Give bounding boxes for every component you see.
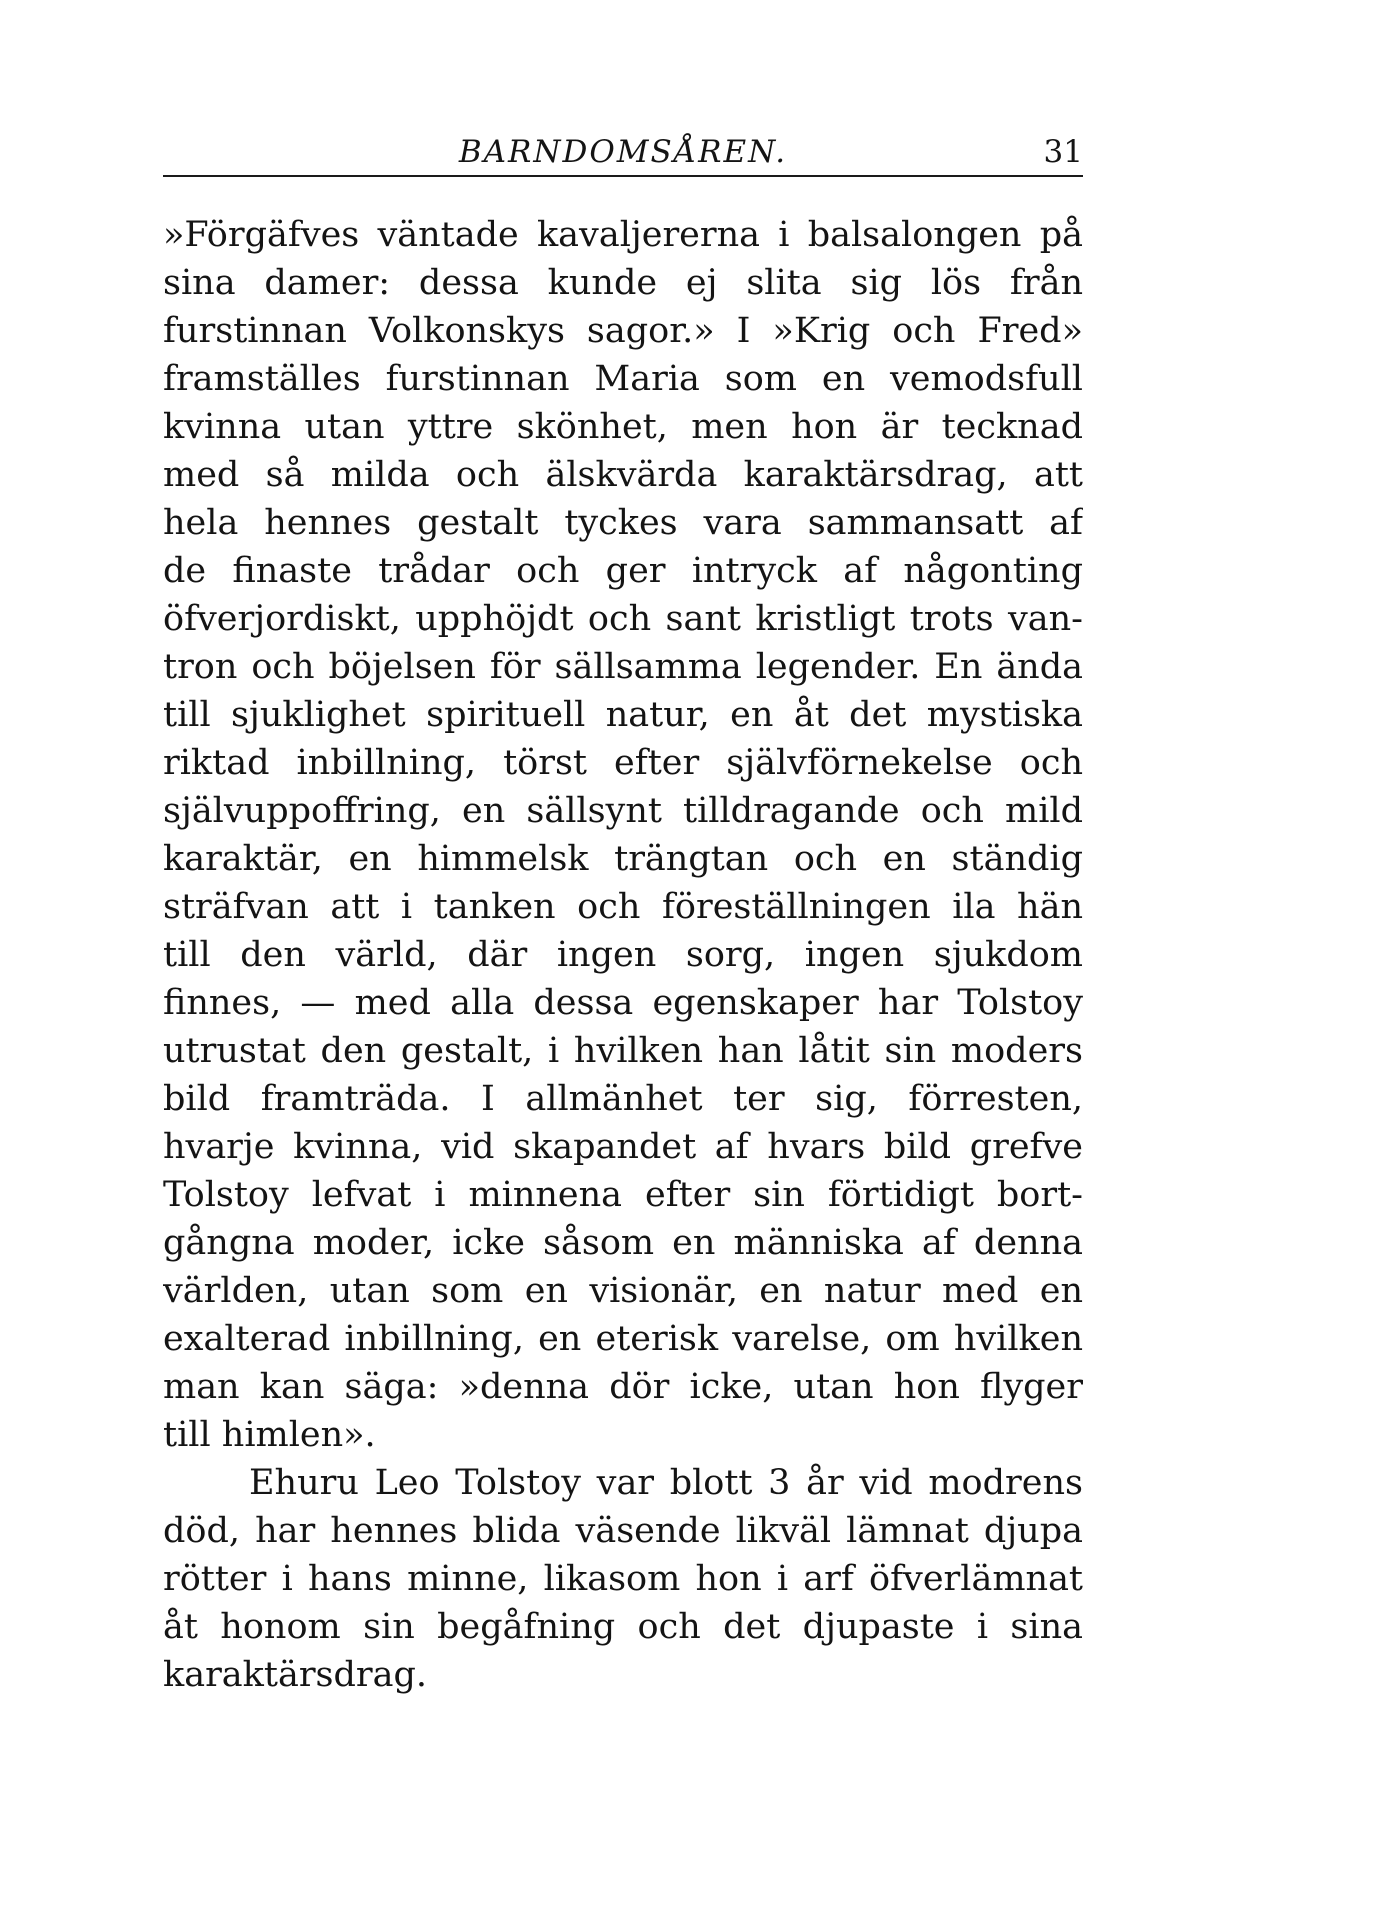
text-line: öfverjordiskt, upphöjdt och sant kristligt trots van- xyxy=(163,599,1083,639)
text-line: med så milda och älskvärda karaktärsdrag, att xyxy=(163,455,1083,495)
running-title: BARNDOMSÅREN. xyxy=(458,134,788,170)
text-line: hela hennes gestalt tyckes vara sammansatt af xyxy=(163,503,1083,543)
text-line: riktad inbillning, törst efter självförnekelse och xyxy=(163,743,1083,783)
page-number: 31 xyxy=(1043,134,1083,170)
text-line: Ehuru Leo Tolstoy var blott 3 år vid modrens xyxy=(249,1463,1083,1503)
text-line: sina damer: dessa kunde ej slita sig lös från xyxy=(163,263,1083,303)
text-line: död, har hennes blida väsende likväl lämnat djupa xyxy=(163,1511,1083,1551)
text-line: tron och böjelsen för sällsamma legender. En ända xyxy=(163,647,1083,687)
text-line: hvarje kvinna, vid skapandet af hvars bild grefve xyxy=(163,1127,1083,1167)
text-line: »Förgäfves väntade kavaljererna i balsalongen på xyxy=(163,215,1083,255)
body-text xyxy=(163,211,1083,1699)
text-line: åt honom sin begåfning och det djupaste i sina xyxy=(163,1607,1083,1647)
text-line: bild framträda. I allmänhet ter sig, förresten, xyxy=(163,1079,1083,1119)
text-line: självuppoffring, en sällsynt tilldragande och mild xyxy=(163,791,1083,831)
text-line: furstinnan Volkonskys sagor.» I »Krig och Fred» xyxy=(163,311,1083,351)
text-line: sträfvan att i tanken och föreställningen ila hän xyxy=(163,887,1083,927)
text-line: till den värld, där ingen sorg, ingen sjukdom xyxy=(163,935,1083,975)
text-line: till sjuklighet spirituell natur, en åt det mystiska xyxy=(163,695,1083,735)
text-line: till himlen». xyxy=(163,1415,376,1455)
text-line: finnes, — med alla dessa egenskaper har Tolstoy xyxy=(163,983,1083,1023)
text-line: utrustat den gestalt, i hvilken han låtit sin moders xyxy=(163,1031,1083,1071)
text-line: rötter i hans minne, likasom hon i arf öfverlämnat xyxy=(163,1559,1083,1599)
paragraph-2 xyxy=(163,1459,1083,1699)
text-line: gångna moder, icke såsom en människa af denna xyxy=(163,1223,1083,1263)
header-rule xyxy=(163,175,1083,177)
text-line: exalterad inbillning, en eterisk varelse, om hvilken xyxy=(163,1319,1083,1359)
text-line: framställes furstinnan Maria som en vemodsfull xyxy=(163,359,1083,399)
text-line: kvinna utan yttre skönhet, men hon är tecknad xyxy=(163,407,1083,447)
text-line: man kan säga: »denna dör icke, utan hon flyger xyxy=(163,1367,1083,1407)
text-line: karaktär, en himmelsk trängtan och en ständig xyxy=(163,839,1083,879)
paragraph-1 xyxy=(163,211,1083,1459)
text-line: de finaste trådar och ger intryck af någonting xyxy=(163,551,1083,591)
text-line: världen, utan som en visionär, en natur med en xyxy=(163,1271,1083,1311)
text-line: karaktärsdrag. xyxy=(163,1655,428,1695)
running-head xyxy=(163,130,1083,174)
text-line: Tolstoy lefvat i minnena efter sin förtidigt bort- xyxy=(163,1175,1083,1215)
